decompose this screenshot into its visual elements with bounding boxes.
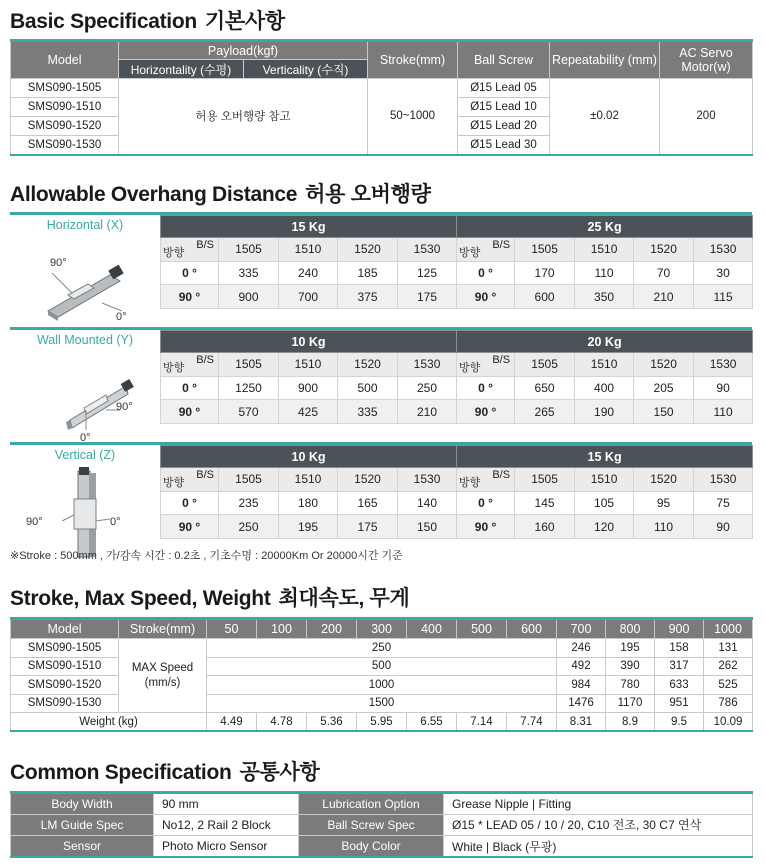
speed-cell: 246 — [557, 639, 606, 658]
value-cell: 265 — [515, 400, 575, 424]
header-payload: Payload(kgf) — [119, 41, 368, 60]
speed-base: 250 — [207, 639, 557, 658]
col-header: 1520 — [634, 238, 694, 262]
angle-0-label: 0° — [110, 516, 121, 528]
header-motor: AC Servo Motor(w) — [660, 41, 753, 79]
stroke-col: 600 — [507, 619, 557, 639]
speed-base: 500 — [207, 657, 557, 676]
speed-cell: 492 — [557, 657, 606, 676]
value-cell: 90 — [694, 376, 753, 400]
col-header: 1505 — [219, 353, 279, 377]
speed-cell: 525 — [704, 676, 753, 695]
weight-cell: 5.36 — [307, 713, 357, 732]
col-header: 1530 — [694, 238, 753, 262]
model-cell: SMS090-1530 — [11, 136, 119, 155]
bs-diag-cell: B/S 방향 — [457, 238, 515, 262]
vertical-illustration — [10, 445, 160, 560]
overhang-title — [10, 178, 431, 208]
value-cell: 90 — [694, 515, 753, 539]
spec-label: Sensor — [11, 836, 154, 858]
speed-title — [10, 582, 410, 612]
col-header: 1505 — [219, 238, 279, 262]
value-cell: 180 — [279, 491, 338, 515]
stroke-col: 1000 — [704, 619, 753, 639]
horizontal-actuator-icon — [10, 233, 160, 328]
speed-cell: 195 — [606, 639, 655, 658]
value-cell: 75 — [694, 491, 753, 515]
model-cell: SMS090-1505 — [11, 79, 119, 98]
speed-cell: 984 — [557, 676, 606, 695]
speed-cell: 780 — [606, 676, 655, 695]
angle-cell: 0 ° — [457, 491, 515, 515]
bs-diag-cell: B/S 방향 — [161, 238, 219, 262]
angle-cell: 0 ° — [161, 491, 219, 515]
col-header: 1530 — [694, 353, 753, 377]
overhang-table — [160, 215, 753, 309]
overhang-block-horizontal — [10, 212, 752, 330]
value-cell: 165 — [338, 491, 398, 515]
value-cell: 150 — [398, 515, 457, 539]
value-cell: 125 — [398, 261, 457, 285]
col-header: 1505 — [515, 468, 575, 492]
col-header: 1520 — [338, 353, 398, 377]
col-header: 1510 — [279, 238, 338, 262]
value-cell: 240 — [279, 261, 338, 285]
common-spec-table — [10, 791, 753, 858]
value-cell: 115 — [694, 285, 753, 309]
bs-diag-cell: B/S 방향 — [161, 468, 219, 492]
value-cell: 195 — [279, 515, 338, 539]
value-cell: 335 — [338, 400, 398, 424]
angle-cell: 90 ° — [457, 285, 515, 309]
weight-header: 10 Kg — [161, 446, 457, 468]
stroke-col: 800 — [606, 619, 655, 639]
stroke-col: 200 — [307, 619, 357, 639]
title-en: Allowable Overhang Distance — [10, 183, 298, 206]
weight-header: 25 Kg — [457, 216, 753, 238]
common-spec-title — [10, 756, 319, 786]
speed-base: 1500 — [207, 694, 557, 713]
weight-header: 10 Kg — [161, 331, 457, 353]
value-cell: 145 — [515, 491, 575, 515]
spec-label: Lubrication Option — [299, 793, 444, 815]
angle-cell: 90 ° — [161, 515, 219, 539]
header-model: Model — [11, 41, 119, 79]
overhang-block-vertical — [10, 442, 752, 560]
weight-cell: 10.09 — [704, 713, 753, 732]
value-cell: 570 — [219, 400, 279, 424]
value-cell: 175 — [338, 515, 398, 539]
spec-value: Grease Nipple | Fitting — [444, 793, 753, 815]
overhang-note: ※Stroke : 500mm , 가/감속 시간 : 0.2초 , 기초수명 : 20000Km Or 20000시간 기준 — [10, 550, 403, 562]
ball-screw-cell: Ø15 Lead 05 — [458, 79, 550, 98]
bs-diag-cell: B/S 방향 — [457, 353, 515, 377]
title-en: Basic Specification — [10, 10, 197, 33]
weight-header: 15 Kg — [457, 446, 753, 468]
col-header: 1510 — [575, 353, 634, 377]
spec-label: Ball Screw Spec — [299, 814, 444, 836]
value-cell: 185 — [338, 261, 398, 285]
value-cell: 425 — [279, 400, 338, 424]
basic-spec-table — [10, 39, 753, 156]
weight-header: 20 Kg — [457, 331, 753, 353]
header-ball-screw: Ball Screw — [458, 41, 550, 79]
title-ko: 공통사항 — [239, 761, 320, 784]
speed-cell: 786 — [704, 694, 753, 713]
value-cell: 250 — [398, 376, 457, 400]
value-cell: 160 — [515, 515, 575, 539]
value-cell: 140 — [398, 491, 457, 515]
model-cell: SMS090-1505 — [11, 639, 119, 658]
payload-note: 허용 오버행량 참고 — [119, 79, 368, 155]
value-cell: 170 — [515, 261, 575, 285]
vertical-actuator-icon — [10, 463, 160, 558]
col-header: 1530 — [398, 468, 457, 492]
angle-cell: 90 ° — [161, 400, 219, 424]
col-header: 1505 — [219, 468, 279, 492]
title-ko: 허용 오버행량 — [305, 183, 431, 206]
angle-cell: 90 ° — [457, 400, 515, 424]
spec-value: 90 mm — [154, 793, 299, 815]
speed-table — [10, 617, 753, 732]
speed-cell: 951 — [655, 694, 704, 713]
value-cell: 150 — [634, 400, 694, 424]
value-cell: 190 — [575, 400, 634, 424]
speed-cell: 390 — [606, 657, 655, 676]
value-cell: 105 — [575, 491, 634, 515]
spec-value: Photo Micro Sensor — [154, 836, 299, 858]
angle-90-label: 90° — [116, 401, 133, 413]
weight-header: 15 Kg — [161, 216, 457, 238]
speed-cell: 1476 — [557, 694, 606, 713]
weight-cell: 4.78 — [257, 713, 307, 732]
value-cell: 500 — [338, 376, 398, 400]
header-model: Model — [11, 619, 119, 639]
model-cell: SMS090-1520 — [11, 117, 119, 136]
stroke-col: 300 — [357, 619, 407, 639]
col-header: 1520 — [634, 468, 694, 492]
col-header: 1530 — [694, 468, 753, 492]
col-header: 1510 — [575, 238, 634, 262]
speed-cell: 317 — [655, 657, 704, 676]
block-title: Wall Mounted (Y) — [36, 333, 134, 347]
weight-cell: 9.5 — [655, 713, 704, 732]
stroke-col: 500 — [457, 619, 507, 639]
model-cell: SMS090-1530 — [11, 694, 119, 713]
stroke-col: 100 — [257, 619, 307, 639]
bs-diag-cell: B/S 방향 — [457, 468, 515, 492]
weight-label: Weight (kg) — [11, 713, 207, 732]
header-stroke: Stroke(mm) — [119, 619, 207, 639]
header-repeatability: Repeatability (mm) — [550, 41, 660, 79]
ball-screw-cell: Ø15 Lead 30 — [458, 136, 550, 155]
model-cell: SMS090-1520 — [11, 676, 119, 695]
stroke-col: 900 — [655, 619, 704, 639]
weight-cell: 6.55 — [407, 713, 457, 732]
col-header: 1510 — [575, 468, 634, 492]
block-title: Horizontal (X) — [46, 218, 124, 232]
weight-cell: 7.74 — [507, 713, 557, 732]
bs-diag-cell: B/S 방향 — [161, 353, 219, 377]
speed-cell: 262 — [704, 657, 753, 676]
angle-0-label: 0° — [116, 311, 127, 323]
value-cell: 900 — [279, 376, 338, 400]
weight-cell: 8.9 — [606, 713, 655, 732]
value-cell: 250 — [219, 515, 279, 539]
value-cell: 70 — [634, 261, 694, 285]
col-header: 1530 — [398, 353, 457, 377]
wall-actuator-icon — [10, 348, 160, 443]
weight-cell: 8.31 — [557, 713, 606, 732]
header-stroke: Stroke(mm) — [368, 41, 458, 79]
col-header: 1530 — [398, 238, 457, 262]
value-cell: 350 — [575, 285, 634, 309]
block-title: Vertical (Z) — [54, 448, 116, 462]
angle-0-label: 0° — [80, 432, 91, 443]
value-cell: 175 — [398, 285, 457, 309]
value-cell: 95 — [634, 491, 694, 515]
model-cell: SMS090-1510 — [11, 657, 119, 676]
value-cell: 110 — [634, 515, 694, 539]
stroke-col: 400 — [407, 619, 457, 639]
overhang-table — [160, 445, 753, 539]
value-cell: 1250 — [219, 376, 279, 400]
value-cell: 110 — [694, 400, 753, 424]
angle-cell: 90 ° — [161, 285, 219, 309]
angle-cell: 0 ° — [161, 376, 219, 400]
spec-value: No12, 2 Rail 2 Block — [154, 814, 299, 836]
overhang-table — [160, 330, 753, 424]
title-ko: 최대속도, 무게 — [278, 587, 410, 610]
overhang-block-wall — [10, 327, 752, 445]
weight-cell: 5.95 — [357, 713, 407, 732]
col-header: 1505 — [515, 353, 575, 377]
value-cell: 235 — [219, 491, 279, 515]
speed-cell: 158 — [655, 639, 704, 658]
value-cell: 210 — [398, 400, 457, 424]
col-header: 1520 — [634, 353, 694, 377]
max-speed-label: MAX Speed (mm/s) — [119, 639, 207, 713]
value-cell: 30 — [694, 261, 753, 285]
angle-90-label: 90° — [26, 516, 43, 528]
basic-spec-title — [10, 5, 285, 35]
angle-cell: 0 ° — [161, 261, 219, 285]
header-verticality: Verticality (수직) — [244, 60, 368, 79]
angle-cell: 0 ° — [457, 376, 515, 400]
speed-cell: 633 — [655, 676, 704, 695]
spec-label: Body Width — [11, 793, 154, 815]
col-header: 1505 — [515, 238, 575, 262]
value-cell: 375 — [338, 285, 398, 309]
value-cell: 335 — [219, 261, 279, 285]
value-cell: 400 — [575, 376, 634, 400]
title-ko: 기본사항 — [204, 10, 285, 33]
title-en: Common Specification — [10, 761, 232, 784]
value-cell: 900 — [219, 285, 279, 309]
value-cell: 205 — [634, 376, 694, 400]
value-cell: 650 — [515, 376, 575, 400]
spec-value: Ø15 * LEAD 05 / 10 / 20, C10 전조, 30 C7 연삭 — [444, 814, 753, 836]
weight-cell: 4.49 — [207, 713, 257, 732]
value-cell: 210 — [634, 285, 694, 309]
motor-value: 200 — [660, 79, 753, 155]
stroke-col: 700 — [557, 619, 606, 639]
repeatability-value: ±0.02 — [550, 79, 660, 155]
angle-cell: 90 ° — [457, 515, 515, 539]
speed-base: 1000 — [207, 676, 557, 695]
angle-90-label: 90° — [50, 257, 67, 269]
spec-label: Body Color — [299, 836, 444, 858]
angle-cell: 0 ° — [457, 261, 515, 285]
spec-value: White | Black (무광) — [444, 836, 753, 858]
value-cell: 120 — [575, 515, 634, 539]
col-header: 1520 — [338, 468, 398, 492]
wall-illustration — [10, 330, 160, 445]
spec-label: LM Guide Spec — [11, 814, 154, 836]
horizontal-illustration — [10, 215, 160, 330]
value-cell: 600 — [515, 285, 575, 309]
col-header: 1520 — [338, 238, 398, 262]
model-cell: SMS090-1510 — [11, 98, 119, 117]
weight-cell: 7.14 — [457, 713, 507, 732]
col-header: 1510 — [279, 468, 338, 492]
header-horizontality: Horizontality (수평) — [119, 60, 244, 79]
col-header: 1510 — [279, 353, 338, 377]
ball-screw-cell: Ø15 Lead 10 — [458, 98, 550, 117]
stroke-value: 50~1000 — [368, 79, 458, 155]
value-cell: 110 — [575, 261, 634, 285]
value-cell: 700 — [279, 285, 338, 309]
title-en: Stroke, Max Speed, Weight — [10, 587, 271, 610]
speed-cell: 131 — [704, 639, 753, 658]
ball-screw-cell: Ø15 Lead 20 — [458, 117, 550, 136]
stroke-col: 50 — [207, 619, 257, 639]
speed-cell: 1170 — [606, 694, 655, 713]
